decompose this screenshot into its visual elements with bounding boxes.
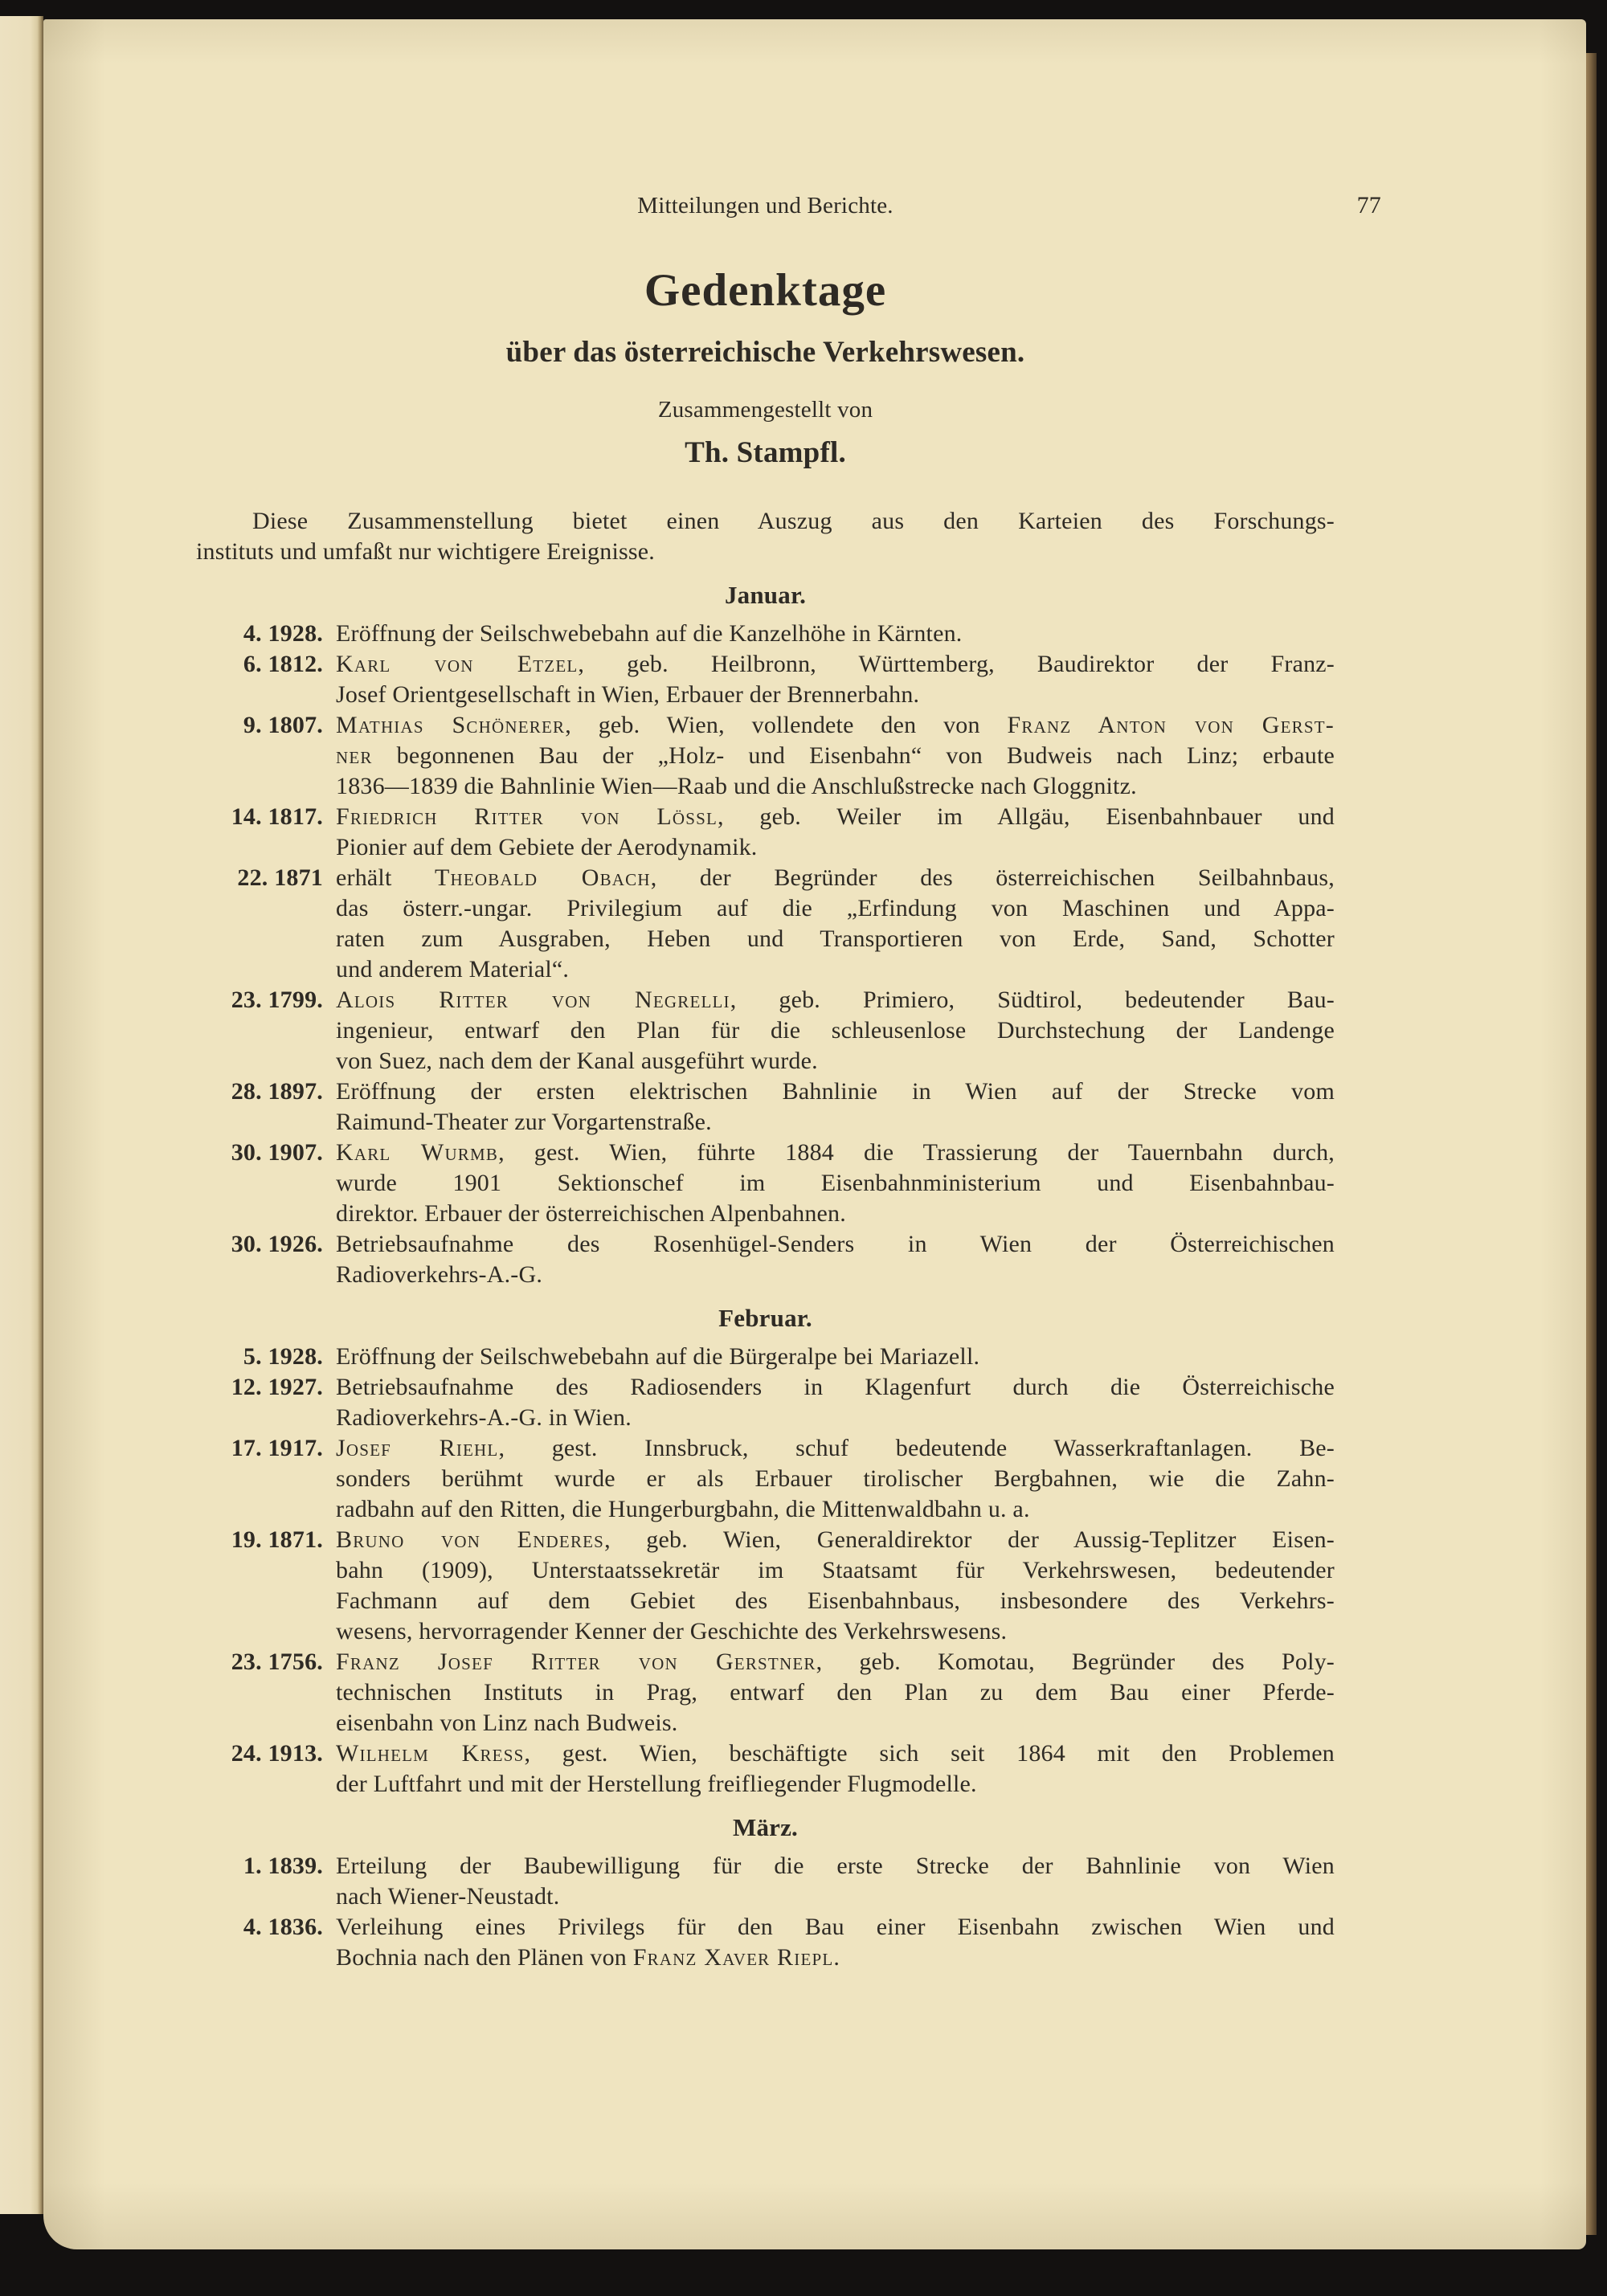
entry-line: wesens, hervorragender Kenner der Geschichte des Verkehrswesens. (336, 1618, 1008, 1644)
month-heading: Februar. (718, 1304, 812, 1332)
entry-date: 1. 1839. (243, 1853, 323, 1879)
entry-row (196, 1229, 1335, 1290)
intro-line: Diese Zusammenstellung bietet einen Auszug aus den Karteien des Forschungs- (252, 508, 1335, 534)
entry-date: 4. 1836. (243, 1914, 323, 1940)
entry-line: Erteilung der Baubewilligung für die erste Strecke der Bahnlinie von Wien (336, 1853, 1335, 1879)
running-header-row (196, 192, 1381, 219)
entry-date: 30. 1926. (231, 1231, 323, 1257)
intro-line: instituts und umfaßt nur wichtigere Ereignisse. (196, 538, 655, 565)
entry-line: Eröffnung der ersten elektrischen Bahnlinie in Wien auf der Strecke vom (336, 1078, 1335, 1105)
entry-date: 19. 1871. (231, 1526, 323, 1553)
entry-row (196, 802, 1335, 863)
entry-line: Wilhelm Kress, gest. Wien, beschäftigte sich seit 1864 mit den Problemen (336, 1740, 1335, 1767)
entry-date: 9. 1807. (243, 712, 323, 738)
entry-line: Josef Orientgesellschaft in Wien, Erbauer der Brennerbahn. (336, 681, 920, 708)
entry-line: technischen Instituts in Prag, entwarf den Plan zu dem Bau einer Pferde- (336, 1679, 1335, 1706)
person-name: Friedrich Ritter von Lössl (336, 803, 718, 830)
entry-date: 5. 1928. (243, 1343, 323, 1370)
entry-text (336, 1525, 1335, 1647)
entry-text (336, 1912, 1335, 1973)
entry-line: Pionier auf dem Gebiete der Aerodynamik. (336, 834, 758, 860)
entry-date: 14. 1817. (231, 803, 323, 830)
person-name: Franz Xaver Riepl (632, 1944, 834, 1971)
entry-line: bahn (1909), Unterstaatssekretär im Staatsamt für Verkehrswesen, bedeutender (336, 1557, 1335, 1583)
entry-date: 30. 1907. (231, 1139, 323, 1166)
person-name: ner (336, 742, 373, 769)
entry-text (336, 619, 1335, 649)
month-section (196, 1812, 1335, 1973)
entry-line: sonders berühmt wurde er als Erbauer tirolischer Bergbahnen, wie die Zahn- (336, 1465, 1335, 1492)
entry-line: Bruno von Enderes, geb. Wien, Generaldirektor der Aussig-Teplitzer Eisen- (336, 1526, 1335, 1553)
entry-row (196, 863, 1335, 985)
entry-line: Josef Riehl, gest. Innsbruck, schuf bedeutende Wasserkraftanlagen. Be- (336, 1435, 1335, 1461)
entry-line: raten zum Ausgraben, Heben und Transportieren von Erde, Sand, Schotter (336, 925, 1335, 952)
entry-text (336, 1229, 1335, 1290)
entry-text (336, 1647, 1335, 1738)
entry-row (196, 1372, 1335, 1433)
entry-text (336, 802, 1335, 863)
person-name: Theobald Obach (434, 864, 651, 891)
entry-row (196, 1138, 1335, 1229)
person-name: Josef Riehl (336, 1435, 499, 1461)
entry-date: 24. 1913. (231, 1740, 323, 1767)
entry-line: Franz Josef Ritter von Gerstner, geb. Komotau, Begründer des Poly- (336, 1648, 1335, 1675)
entry-text (336, 710, 1335, 802)
entry-line: Betriebsaufnahme des Rosenhügel-Senders in Wien der Österreichischen (336, 1231, 1335, 1257)
entry-text (336, 985, 1335, 1077)
entry-date: 4. 1928. (243, 620, 323, 647)
entry-date: 23. 1799. (231, 987, 323, 1013)
running-header: Mitteilungen und Berichte. (637, 193, 893, 219)
author-name: Th. Stampfl. (685, 436, 846, 469)
entry-date: 12. 1927. (231, 1374, 323, 1400)
month-heading: Januar. (724, 581, 807, 609)
entry-line: Radioverkehrs-A.-G. (336, 1261, 543, 1288)
entry-text (336, 1342, 1335, 1372)
person-name: Franz Josef Ritter von Gerstner (336, 1648, 816, 1675)
entry-line: von Suez, nach dem der Kanal ausgeführt wurde. (336, 1048, 818, 1074)
byline: Zusammengestellt von (657, 397, 873, 423)
entry-line: Alois Ritter von Negrelli, geb. Primiero, Südtirol, bedeutender Bau- (336, 987, 1335, 1013)
entry-line: 1836—1839 die Bahnlinie Wien—Raab und die Anschlußstrecke nach Gloggnitz. (336, 773, 1137, 799)
entry-line: Bochnia nach den Plänen von Franz Xaver Riepl. (336, 1944, 840, 1971)
entry-row (196, 619, 1335, 649)
page-content (196, 192, 1381, 1973)
entry-line: Karl Wurmb, gest. Wien, führte 1884 die Trassierung der Tauernbahn durch, (336, 1139, 1335, 1166)
entry-text (336, 1851, 1335, 1912)
entry-line: wurde 1901 Sektionschef im Eisenbahnministerium und Eisenbahnbau- (336, 1170, 1335, 1196)
sections (196, 580, 1335, 1973)
entry-row (196, 649, 1335, 710)
entry-line: eisenbahn von Linz nach Budweis. (336, 1710, 678, 1736)
entry-line: Mathias Schönerer, geb. Wien, vollendete den von Franz Anton von Gerst- (336, 712, 1335, 738)
month-section (196, 580, 1335, 1290)
book-page (43, 19, 1586, 2249)
entry-date: 22. 1871 (237, 864, 323, 891)
person-name: Franz Anton von Gerst- (1007, 712, 1335, 738)
entry-date: 23. 1756. (231, 1648, 323, 1675)
entry-row (196, 1525, 1335, 1647)
entry-row (196, 1851, 1335, 1912)
entry-row (196, 985, 1335, 1077)
page-number: 77 (1356, 192, 1381, 219)
entry-line: radbahn auf den Ritten, die Hungerburgbahn, die Mittenwaldbahn u. a. (336, 1496, 1030, 1522)
entry-line: ingenieur, entwarf den Plan für die schleusenlose Durchstechung der Landenge (336, 1017, 1335, 1044)
entry-line: das österr.-ungar. Privilegium auf die „Erfindung von Maschinen und Appa- (336, 895, 1335, 921)
entry-line: nach Wiener-Neustadt. (336, 1883, 560, 1910)
previous-page-edge (0, 16, 43, 2214)
entry-line: direktor. Erbauer der österreichischen Alpenbahnen. (336, 1200, 846, 1227)
person-name: Karl von Etzel (336, 651, 579, 677)
entry-line: Eröffnung der Seilschwebebahn auf die Kanzelhöhe in Kärnten. (336, 620, 963, 647)
entry-row (196, 1738, 1335, 1800)
entry-line: Verleihung eines Privilegs für den Bau einer Eisenbahn zwischen Wien und (336, 1914, 1335, 1940)
entry-row (196, 1912, 1335, 1973)
entry-line: und anderem Material“. (336, 956, 570, 983)
entry-line: Eröffnung der Seilschwebebahn auf die Bürgeralpe bei Mariazell. (336, 1343, 980, 1370)
entry-date: 6. 1812. (243, 651, 323, 677)
month-section (196, 1303, 1335, 1800)
entry-line: Raimund-Theater zur Vorgartenstraße. (336, 1109, 712, 1135)
entry-line: Karl von Etzel, geb. Heilbronn, Württemberg, Baudirektor der Franz- (336, 651, 1335, 677)
entry-row (196, 1647, 1335, 1738)
entry-line: Betriebsaufnahme des Radiosenders in Klagenfurt durch die Österreichische (336, 1374, 1335, 1400)
person-name: Alois Ritter von Negrelli (336, 987, 730, 1013)
entry-text (336, 863, 1335, 985)
person-name: Karl Wurmb (336, 1139, 499, 1166)
entry-row (196, 710, 1335, 802)
person-name: Mathias Schönerer (336, 712, 566, 738)
entry-text (336, 1077, 1335, 1138)
book-fore-edge (1586, 53, 1597, 2235)
entry-line: Friedrich Ritter von Lössl, geb. Weiler im Allgäu, Eisenbahnbauer und (336, 803, 1335, 830)
entry-row (196, 1342, 1335, 1372)
person-name: Bruno von Enderes (336, 1526, 605, 1553)
article-subtitle: über das österreichische Verkehrswesen. (505, 336, 1025, 369)
article-title: Gedenktage (644, 265, 887, 316)
month-heading: März. (732, 1813, 799, 1841)
entry-text (336, 1738, 1335, 1800)
person-name: Wilhelm Kress (336, 1740, 525, 1767)
entry-text (336, 1138, 1335, 1229)
entry-line: Radioverkehrs-A.-G. in Wien. (336, 1404, 632, 1431)
entry-row (196, 1433, 1335, 1525)
entry-date: 17. 1917. (231, 1435, 323, 1461)
entry-line: erhält Theobald Obach, der Begründer des österreichischen Seilbahnbaus, (336, 864, 1335, 891)
entry-text (336, 649, 1335, 710)
entry-line: der Luftfahrt und mit der Herstellung freifliegender Flugmodelle. (336, 1771, 977, 1797)
entry-text (336, 1433, 1335, 1525)
entry-text (336, 1372, 1335, 1433)
intro-paragraph (196, 506, 1335, 567)
entry-line: ner begonnenen Bau der „Holz- und Eisenbahn“ von Budweis nach Linz; erbaute (336, 742, 1335, 769)
entry-line: Fachmann auf dem Gebiet des Eisenbahnbaus, insbesondere des Verkehrs- (336, 1587, 1335, 1614)
entry-row (196, 1077, 1335, 1138)
entry-date: 28. 1897. (231, 1078, 323, 1105)
